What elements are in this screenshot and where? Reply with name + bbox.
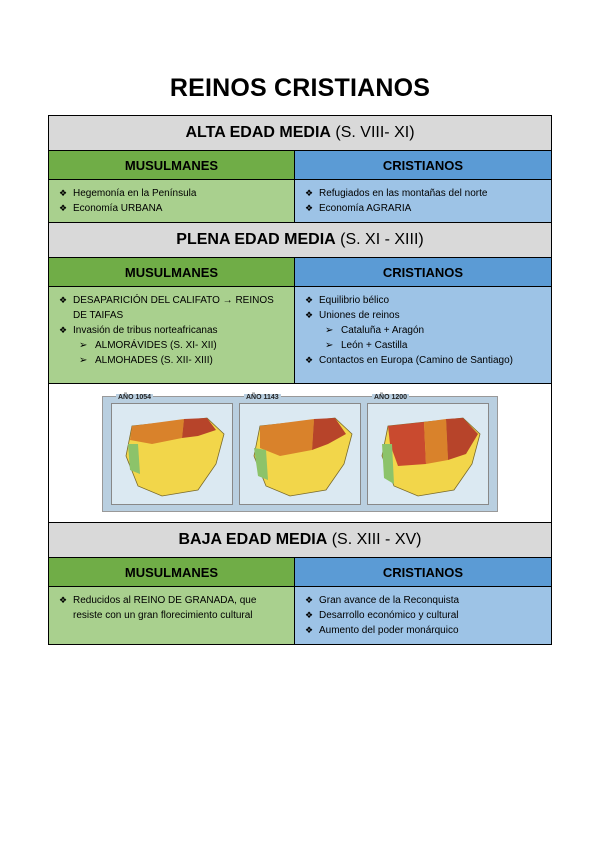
era-alta-title: ALTA EDAD MEDIA (185, 124, 331, 141)
list-item: ❖ Uniones de reinos ➢ Cataluña + Aragón ➢ León + Castilla (319, 308, 541, 353)
arrow-icon: ➢ (325, 325, 334, 336)
list-item: ❖ Hegemonía en la Península (59, 188, 197, 199)
list-item: ❖ Desarrollo económico y cultural (305, 610, 459, 621)
list-item: ❖ Reducidos al REINO DE GRANADA, que resiste con un gran florecimiento cultural (59, 595, 257, 621)
bullet-icon: ❖ (305, 310, 314, 320)
map-1143 (239, 394, 361, 505)
arrow-icon: ➢ (325, 340, 334, 351)
era-baja-header (49, 523, 552, 558)
plena-cristianos-cell (295, 287, 552, 384)
list-item: ❖ Invasión de tribus norteafricanas ➢ ALMORÁVIDES (S. XI- XII) ➢ ALMOHADES (S. XII- XIII) (73, 323, 284, 368)
map-year-label: AÑO 1143 (246, 394, 279, 401)
plena-musulmanes-header: MUSULMANES (49, 258, 295, 287)
bullet-icon: ❖ (59, 325, 68, 335)
baja-cristianos-header: CRISTIANOS (295, 558, 552, 587)
bullet-icon: ❖ (305, 610, 314, 620)
baja-musulmanes-cell (49, 587, 295, 645)
alta-cristianos-header: CRISTIANOS (295, 151, 552, 180)
list-item: ❖ Equilibrio bélico (305, 295, 390, 306)
list-item: ❖ Contactos en Europa (Camino de Santiago) (305, 355, 514, 366)
maps-cell (49, 384, 552, 523)
map-year-label: AÑO 1200 (374, 394, 408, 401)
baja-musulmanes-header: MUSULMANES (49, 558, 295, 587)
maps-strip (102, 396, 498, 512)
bullet-icon: ❖ (59, 188, 68, 198)
bullet-icon: ❖ (305, 203, 314, 213)
list-item: ➢ León + Castilla (325, 340, 408, 351)
iberia-map-image (368, 404, 488, 504)
baja-cristianos-cell (295, 587, 552, 645)
bullet-icon: ❖ (305, 625, 314, 635)
era-baja-title: BAJA EDAD MEDIA (178, 531, 328, 548)
list-item: ❖ Economía AGRARIA (305, 203, 412, 214)
map-1200 (367, 394, 489, 505)
bullet-icon: ❖ (305, 188, 314, 198)
alta-cristianos-cell (295, 180, 552, 223)
iberia-map-image (240, 404, 360, 504)
reinos-table (48, 115, 552, 645)
bullet-icon: ❖ (305, 595, 314, 605)
list-item: ➢ Cataluña + Aragón (325, 325, 425, 336)
era-plena-title: PLENA EDAD MEDIA (176, 231, 336, 248)
era-alta-header (49, 116, 552, 151)
plena-musulmanes-cell (49, 287, 295, 384)
map-year-label: AÑO 1054 (118, 394, 152, 401)
iberia-map-image (112, 404, 232, 504)
bullet-icon: ❖ (305, 355, 314, 365)
era-baja-range: (S. XIII - XV) (327, 531, 422, 548)
era-alta-range: (S. VIII- XI) (330, 124, 415, 141)
list-item: ❖ DESAPARICIÓN DEL CALIFATO → REINOS DE TAIFAS (59, 295, 274, 321)
list-item: ❖ Aumento del poder monárquico (305, 625, 459, 636)
bullet-icon: ❖ (305, 295, 314, 305)
plena-cristianos-header: CRISTIANOS (295, 258, 552, 287)
bullet-icon: ❖ (59, 203, 68, 213)
alta-musulmanes-cell (49, 180, 295, 223)
alta-musulmanes-header: MUSULMANES (49, 151, 295, 180)
era-plena-range: (S. XI - XIII) (335, 231, 424, 248)
list-item: ➢ ALMOHADES (S. XII- XIII) (79, 355, 213, 366)
page-title: REINOS CRISTIANOS (169, 74, 431, 102)
list-item: ❖ Economía URBANA (59, 203, 163, 214)
bullet-icon: ❖ (59, 295, 68, 305)
list-item: ❖ Gran avance de la Reconquista (305, 595, 460, 606)
arrow-icon: ➢ (79, 340, 88, 351)
arrow-icon: ➢ (79, 355, 88, 366)
list-item: ➢ ALMORÁVIDES (S. XI- XII) (79, 340, 217, 351)
era-plena-header (49, 223, 552, 258)
list-item: ❖ Refugiados en las montañas del norte (305, 188, 488, 199)
bullet-icon: ❖ (59, 595, 68, 605)
map-1054 (111, 394, 233, 505)
